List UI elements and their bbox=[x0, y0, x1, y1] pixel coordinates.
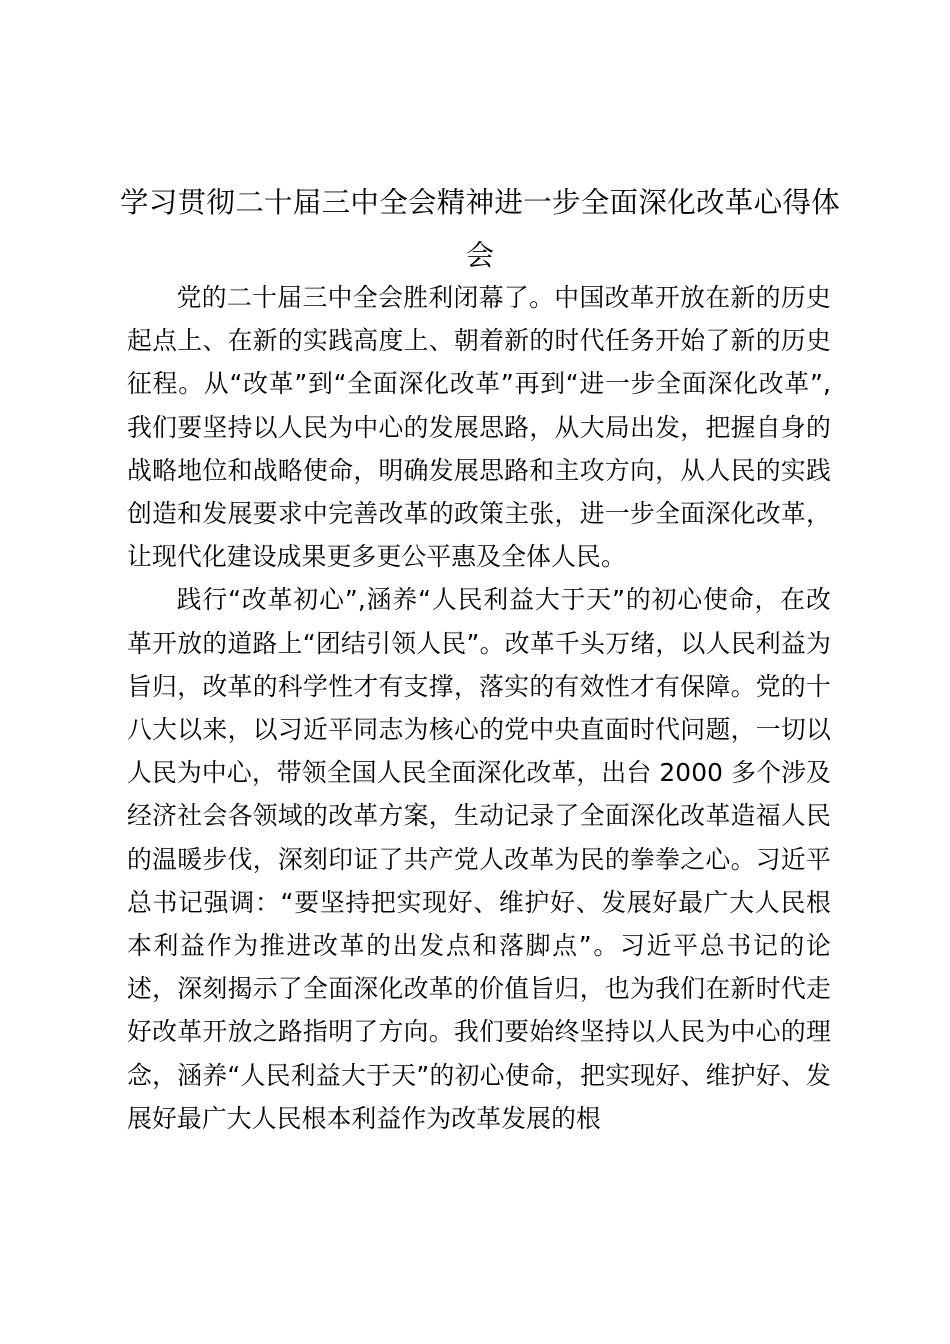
document-body bbox=[127, 276, 831, 1140]
paragraph-1: 党的二十届三中全会胜利闭幕了。中国改革开放在新的历史起点上、在新的实践高度上、朝着新的时代任务开始了新的历史征程。从“改革”到“全面深化改革”再到“进一步全面深化改革”,我们要坚持以人民为中心的发展思路，从大局出发，把握自身的战略地位和战略使命，明确发展思路和主攻方向，从人民的实践创造和发展要求中完善改革的政策主张，进一步全面深化改革，让现代化建设成果更多更公平惠及全体人民。 bbox=[127, 283, 831, 572]
paragraph-2: 践行“改革初心”,涵养“人民利益大于天”的初心使命，在改革开放的道路上“团结引领人民”。改革千头万绪，以人民利益为旨归，改革的科学性才有支撑，落实的有效性才有保障。党的十八大以来，以习近平同志为核心的党中央直面时代问题，一切以人民为中心，带领全国人民全面深化改革，出台 2000 多个涉及经济社会各领域的改革方案，生动记录了全面深化改革造福人民的温暖步伐，深刻印证了共产党人改革为民的拳拳之心。习近平总书记强调：“要坚持把实现好、维护好、发展好最广大人民根本利益作为推进改革的出发点和落脚点”。习近平总书记的论述，深刻揭示了全面深化改革的价值旨归，也为我们在新时代走好改革开放之路指明了方向。我们要始终坚持以人民为中心的理念，涵养“人民利益大于天”的初心使命，把实现好、维护好、发展好最广大人民根本利益作为改革发展的根 bbox=[127, 585, 831, 1133]
document-title: 学习贯彻二十届三中全会精神进一步全面深化改革心得体会 bbox=[120, 186, 841, 272]
